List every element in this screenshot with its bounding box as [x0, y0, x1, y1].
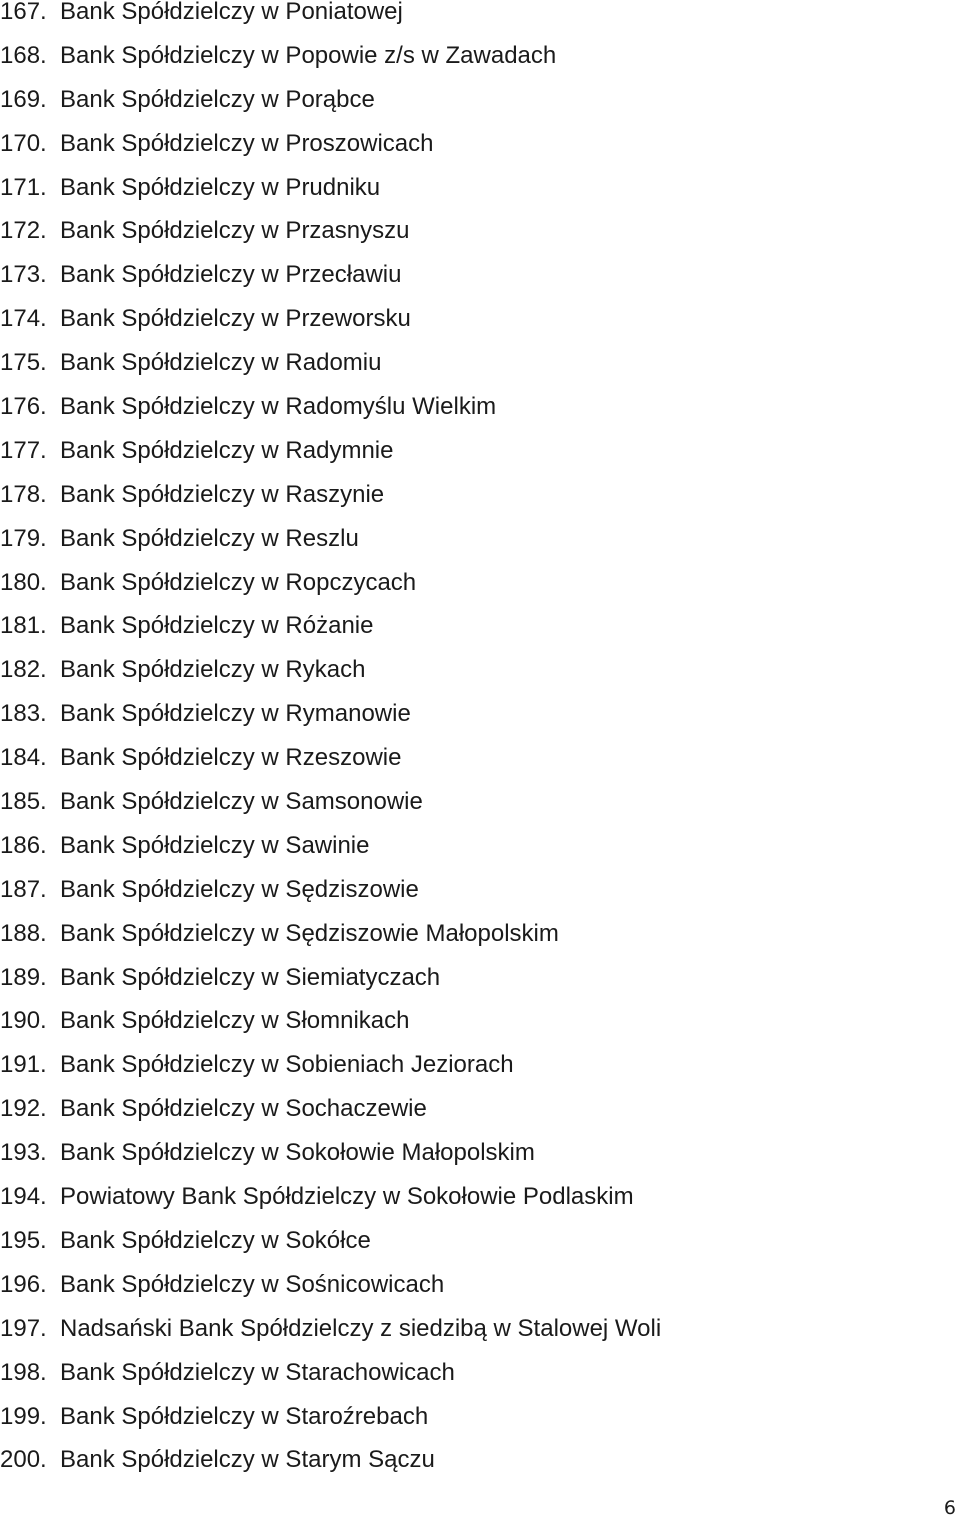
item-number: 174. — [0, 305, 47, 333]
item-name: Bank Spółdzielczy w Porąbce — [60, 85, 375, 113]
list-item — [0, 692, 661, 736]
list-item — [0, 561, 661, 605]
item-name: Bank Spółdzielczy w Raszynie — [60, 480, 385, 508]
item-number: 171. — [0, 173, 47, 201]
list-item — [0, 473, 661, 517]
item-name: Bank Spółdzielczy w Popowie z/s w Zawadach — [60, 41, 557, 69]
item-number: 189. — [0, 963, 47, 991]
item-name: Bank Spółdzielczy w Ropczycach — [60, 568, 417, 596]
item-number: 195. — [0, 1226, 47, 1254]
item-number: 175. — [0, 349, 47, 377]
item-name: Bank Spółdzielczy w Sośnicowicach — [60, 1270, 445, 1298]
item-number: 179. — [0, 524, 47, 552]
list-item — [0, 385, 661, 429]
item-name: Bank Spółdzielczy w Rzeszowie — [60, 744, 402, 772]
item-number: 182. — [0, 656, 47, 684]
item-number: 173. — [0, 261, 47, 289]
list-item — [0, 1438, 661, 1482]
item-name: Bank Spółdzielczy w Sobieniach Jeziorach — [60, 1051, 514, 1079]
list-item — [0, 1175, 661, 1219]
item-name: Bank Spółdzielczy w Radomyślu Wielkim — [60, 393, 497, 421]
item-name: Bank Spółdzielczy w Prudniku — [60, 173, 381, 201]
item-name: Bank Spółdzielczy w Przecławiu — [60, 261, 402, 289]
item-name: Bank Spółdzielczy w Przeworsku — [60, 305, 411, 333]
item-number: 169. — [0, 85, 47, 113]
item-name: Bank Spółdzielczy w Sokółce — [60, 1226, 371, 1254]
item-name: Bank Spółdzielczy w Sochaczewie — [60, 1095, 427, 1123]
item-number: 198. — [0, 1358, 47, 1386]
item-number: 193. — [0, 1139, 47, 1167]
list-item — [0, 1395, 661, 1439]
item-name: Bank Spółdzielczy w Proszowicach — [60, 129, 434, 157]
list-item — [0, 1351, 661, 1395]
item-name: Bank Spółdzielczy w Staroźrebach — [60, 1402, 429, 1430]
item-name: Bank Spółdzielczy w Radymnie — [60, 436, 394, 464]
item-name: Powiatowy Bank Spółdzielczy w Sokołowie Podlaskim — [60, 1183, 634, 1211]
list-item — [0, 780, 661, 824]
item-name: Bank Spółdzielczy w Sokołowie Małopolskim — [60, 1139, 535, 1167]
item-number: 168. — [0, 41, 47, 69]
list-item — [0, 166, 661, 210]
list-item — [0, 253, 661, 297]
item-number: 177. — [0, 436, 47, 464]
item-number: 183. — [0, 700, 47, 728]
item-number: 170. — [0, 129, 47, 157]
list-item — [0, 648, 661, 692]
item-name: Bank Spółdzielczy w Poniatowej — [60, 0, 403, 25]
item-name: Bank Spółdzielczy w Reszlu — [60, 524, 359, 552]
item-name: Bank Spółdzielczy w Samsonowie — [60, 788, 423, 816]
list-item — [0, 736, 661, 780]
list-item — [0, 824, 661, 868]
list-item — [0, 34, 661, 78]
item-name: Bank Spółdzielczy w Sędziszowie Małopolskim — [60, 919, 559, 947]
list-item — [0, 1131, 661, 1175]
item-name: Bank Spółdzielczy w Starachowicach — [60, 1358, 455, 1386]
list-item — [0, 297, 661, 341]
list-item — [0, 604, 661, 648]
list-item — [0, 1043, 661, 1087]
item-number: 176. — [0, 393, 47, 421]
item-number: 192. — [0, 1095, 47, 1123]
item-name: Bank Spółdzielczy w Sędziszowie — [60, 875, 419, 903]
list-item — [0, 1219, 661, 1263]
item-number: 180. — [0, 568, 47, 596]
item-name: Bank Spółdzielczy w Rykach — [60, 656, 366, 684]
item-name: Bank Spółdzielczy w Siemiatyczach — [60, 963, 441, 991]
item-number: 190. — [0, 1007, 47, 1035]
item-number: 191. — [0, 1051, 47, 1079]
item-number: 172. — [0, 217, 47, 245]
item-name: Bank Spółdzielczy w Słomnikach — [60, 1007, 410, 1035]
item-number: 196. — [0, 1270, 47, 1298]
item-number: 185. — [0, 788, 47, 816]
item-name: Bank Spółdzielczy w Przasnyszu — [60, 217, 410, 245]
item-number: 184. — [0, 744, 47, 772]
list-item — [0, 999, 661, 1043]
item-number: 199. — [0, 1402, 47, 1430]
list-item — [0, 1307, 661, 1351]
item-name: Bank Spółdzielczy w Starym Sączu — [60, 1446, 435, 1474]
list-item — [0, 0, 661, 34]
item-number: 178. — [0, 480, 47, 508]
item-number: 186. — [0, 831, 47, 859]
list-item — [0, 1087, 661, 1131]
page-number: 6 — [943, 1497, 956, 1519]
item-number: 194. — [0, 1183, 47, 1211]
list-item — [0, 956, 661, 1000]
list-item — [0, 1263, 661, 1307]
item-number: 167. — [0, 0, 47, 25]
item-name: Bank Spółdzielczy w Różanie — [60, 612, 374, 640]
item-name: Bank Spółdzielczy w Rymanowie — [60, 700, 411, 728]
list-item — [0, 912, 661, 956]
list-item — [0, 122, 661, 166]
item-name: Bank Spółdzielczy w Sawinie — [60, 831, 370, 859]
item-name: Bank Spółdzielczy w Radomiu — [60, 349, 382, 377]
item-number: 181. — [0, 612, 47, 640]
list-item — [0, 429, 661, 473]
item-number: 197. — [0, 1314, 47, 1342]
list-item — [0, 517, 661, 561]
item-number: 187. — [0, 875, 47, 903]
item-number: 188. — [0, 919, 47, 947]
item-name: Nadsański Bank Spółdzielczy z siedzibą w Stalowej Woli — [60, 1314, 662, 1342]
list-item — [0, 868, 661, 912]
list-item — [0, 341, 661, 385]
list-item — [0, 78, 661, 122]
list-item — [0, 209, 661, 253]
item-number: 200. — [0, 1446, 47, 1474]
